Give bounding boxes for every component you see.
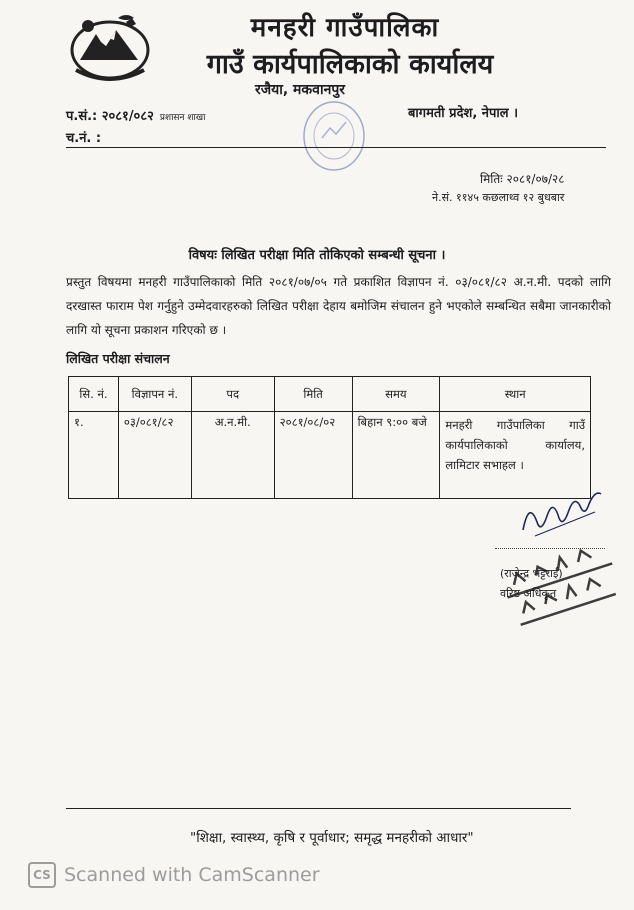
- col-header-advertisement-no: विज्ञापन नं.: [118, 377, 191, 412]
- signatory-name: (राजेन्द्र भट्टराई): [500, 567, 563, 580]
- signatory-block: [500, 564, 563, 604]
- province-label: बागमती प्रदेश, नेपाल ।: [408, 106, 519, 121]
- col-header-serial: सि. नं.: [69, 377, 119, 412]
- office-name: गाउँ कार्यपालिकाको कार्यालय: [206, 49, 494, 80]
- section-title: लिखित परीक्षा संचालन: [66, 351, 170, 366]
- cell-post: अ.न.मी.: [191, 412, 274, 499]
- nepal-emblem-logo: [66, 12, 154, 84]
- municipality-name: मनहरी गाउँपालिका: [250, 13, 440, 43]
- handwritten-signature: [515, 490, 610, 545]
- cell-advertisement-no: ०३/०८१/८२: [118, 412, 191, 499]
- dispatch-number: च.नं. :: [66, 131, 102, 146]
- col-header-post: पद: [191, 377, 274, 412]
- reference-department: प्रशासन शाखा: [159, 113, 206, 123]
- notice-subject: विषयः लिखित परीक्षा मिति तोकिएको सम्बन्धी सूचना ।: [188, 248, 446, 263]
- exam-schedule-table: [68, 376, 591, 499]
- watermark-text: Scanned with CamScanner: [64, 864, 320, 886]
- reference-number: [66, 106, 206, 124]
- col-header-date: मिति: [274, 377, 352, 412]
- nepal-sambat-date: ने.सं. ११४५ कछलाथ्व १२ बुधबार: [432, 191, 565, 204]
- table-row: [69, 412, 591, 499]
- office-round-stamp: [298, 96, 370, 178]
- cell-time: बिहान ९:०० बजे: [352, 412, 440, 499]
- issue-date: मितिः २०८१/०७/२८: [480, 172, 565, 186]
- office-address: रजैया, मकवानपुर: [255, 82, 346, 98]
- reference-number-value: प.सं.: २०८१/०८२: [66, 109, 154, 124]
- camscanner-logo-icon: CS: [28, 862, 56, 888]
- footer-divider: [66, 808, 571, 809]
- cell-serial: १.: [69, 412, 119, 499]
- cell-date: २०८१/०८/०२: [274, 412, 352, 499]
- notice-body: प्रस्तुत विषयमा मनहरी गाउँपालिकाको मिति २०८१/०७/०५ गते प्रकाशित विज्ञापन नं. ०३/०८१/८२ अ.न.मी. पदको लागि दरखास्त फाराम पेश गर्नुहुने उम्मेदवारहरुको लिखित परीक्षा देहाय बमोजिम संचालन हुने भएकोले सम्बन्धित सबैमा जानकारीको लागि यो सूचना प्रकाशन गरिएको छ ।: [66, 275, 611, 337]
- cell-venue: मनहरी गाउँपालिका गाउँ कार्यपालिकाको कार्यालय, लामिटार सभाहल ।: [440, 412, 591, 499]
- footer-slogan: "शिक्षा, स्वास्थ्य, कृषि र पूर्वाधार; समृद्ध मनहरीको आधार": [190, 830, 474, 846]
- col-header-venue: स्थान: [440, 377, 591, 412]
- table-header-row: [69, 377, 591, 412]
- header-divider: [66, 147, 606, 148]
- scanner-watermark: [28, 862, 320, 888]
- col-header-time: समय: [352, 377, 440, 412]
- signatory-designation: वरिष्ठ अधिकृत: [500, 587, 557, 600]
